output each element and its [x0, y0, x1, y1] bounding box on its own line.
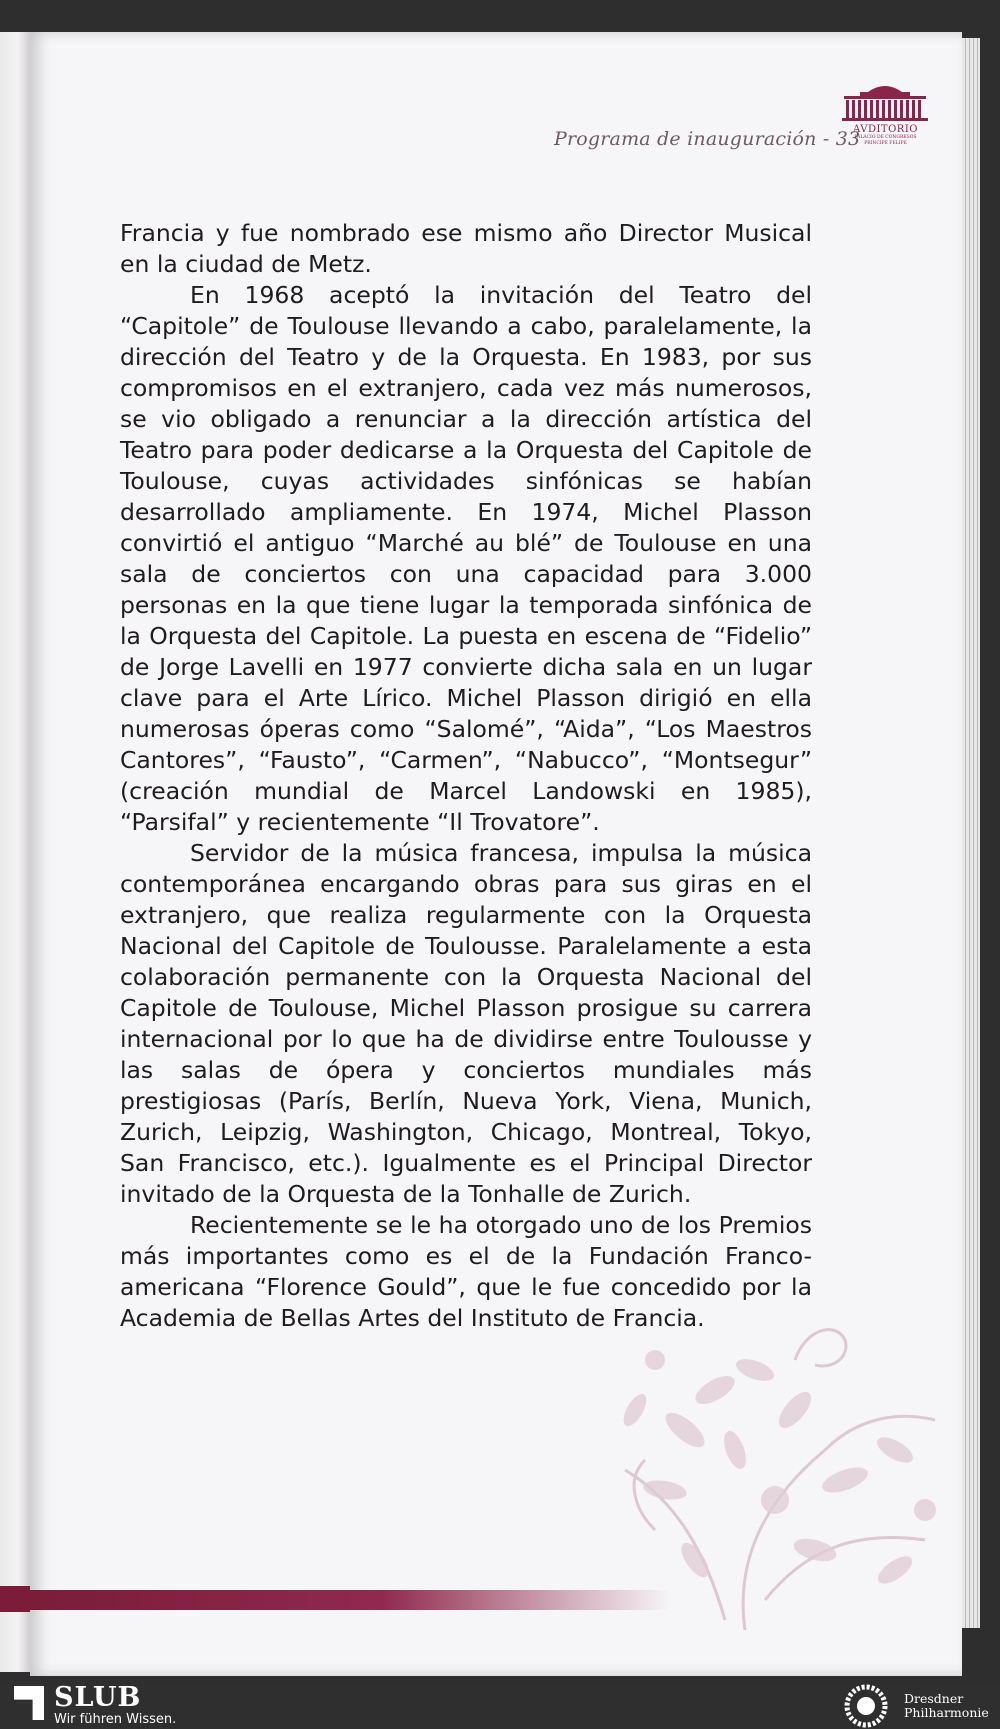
- slub-tagline: Wir führen Wissen.: [54, 1712, 177, 1727]
- logo-subtitle-1: PALACIO DE CONGRESOS: [854, 135, 917, 140]
- paragraph-3: Servidor de la música francesa, impulsa la música contemporánea encargando obras para sus giras en el extranjero, que realiza regularmente con la Orquesta Nacional del Capitole de Toulousse. Paralelamente a esta colaboración permanente con la Orquesta Nacional del Capitole de Toulouse, Michel Plasson prosigue su carrera internacional por lo que ha de dividirse entre Toulousse y las salas de ópera y conciertos mundiales más prestigiosas (París, Berlín, Nueva York, Viena, Munich, Zurich, Leipzig, Washington, Chicago, Montreal, Tokyo, San Francisco, etc.). Igualmente es el Principal Director invitado de la Orquesta de la Tonhalle de Zurich.: [120, 839, 812, 1208]
- logo-subtitle-2: PRINCIPE FELIPE: [864, 141, 907, 146]
- page-stack-edges: [962, 38, 980, 1628]
- bottom-accent-stripe: [30, 1590, 670, 1610]
- slub-name[interactable]: SLUB: [54, 1682, 142, 1713]
- running-header: Programa de inauguración - 33: [554, 128, 861, 150]
- article-body: [120, 218, 812, 1334]
- auditorio-building-icon: [838, 80, 933, 122]
- left-page-edge: [0, 32, 30, 1672]
- left-page-stripe: [0, 1586, 30, 1612]
- paragraph-4: Recientemente se le ha otorgado uno de los Premios más importantes como es el de la Fundación Franco-americana “Florence Gould”, que le fue concedido por la Academia de Bellas Artes del Instituto de Francia.: [120, 1211, 812, 1332]
- paragraph-2: En 1968 aceptó la invitación del Teatro del “Capitole” de Toulouse llevando a cabo, paralelamente, la dirección del Teatro y de la Orquesta. En 1983, por sus compromisos en el extranjero, cada vez más numerosos, se vio obligado a renunciar a la dirección artística del Teatro para poder dedicarse a la Orquesta del Capitole de Toulouse, cuyas actividades sinfónicas se habían desarrollado ampliamente. En 1974, Michel Plasson convirtió el antiguo “Marché au blé” de Toulouse en una sala de conciertos con una capacidad para 3.000 personas en la que tiene lugar la temporada sinfónica de la Orquesta del Capitole. La puesta en escena de “Fidelio” de Jorge Lavelli en 1977 convierte dicha sala en un lugar clave para el Arte Lírico. Michel Plasson dirigió en ella numerosas óperas como “Salomé”, “Aida”, “Los Maestros Cantores”, “Fausto”, “Carmen”, “Nabucco”, “Montsegur” (creación mundial de Marcel Landowski en 1985), “Parsifal” y recientemente “Il Trovatore”.: [120, 281, 812, 836]
- auditorio-logo: [838, 80, 933, 147]
- logo-title: AVDITORIO: [853, 124, 918, 135]
- floral-ornament-icon: [595, 1300, 962, 1640]
- philharmonie-logo-icon[interactable]: [844, 1684, 888, 1728]
- paragraph-1: Francia y fue nombrado ese mismo año Director Musical en la ciudad de Metz.: [120, 219, 812, 278]
- partner-name[interactable]: Dresdner Philharmonie: [904, 1691, 989, 1720]
